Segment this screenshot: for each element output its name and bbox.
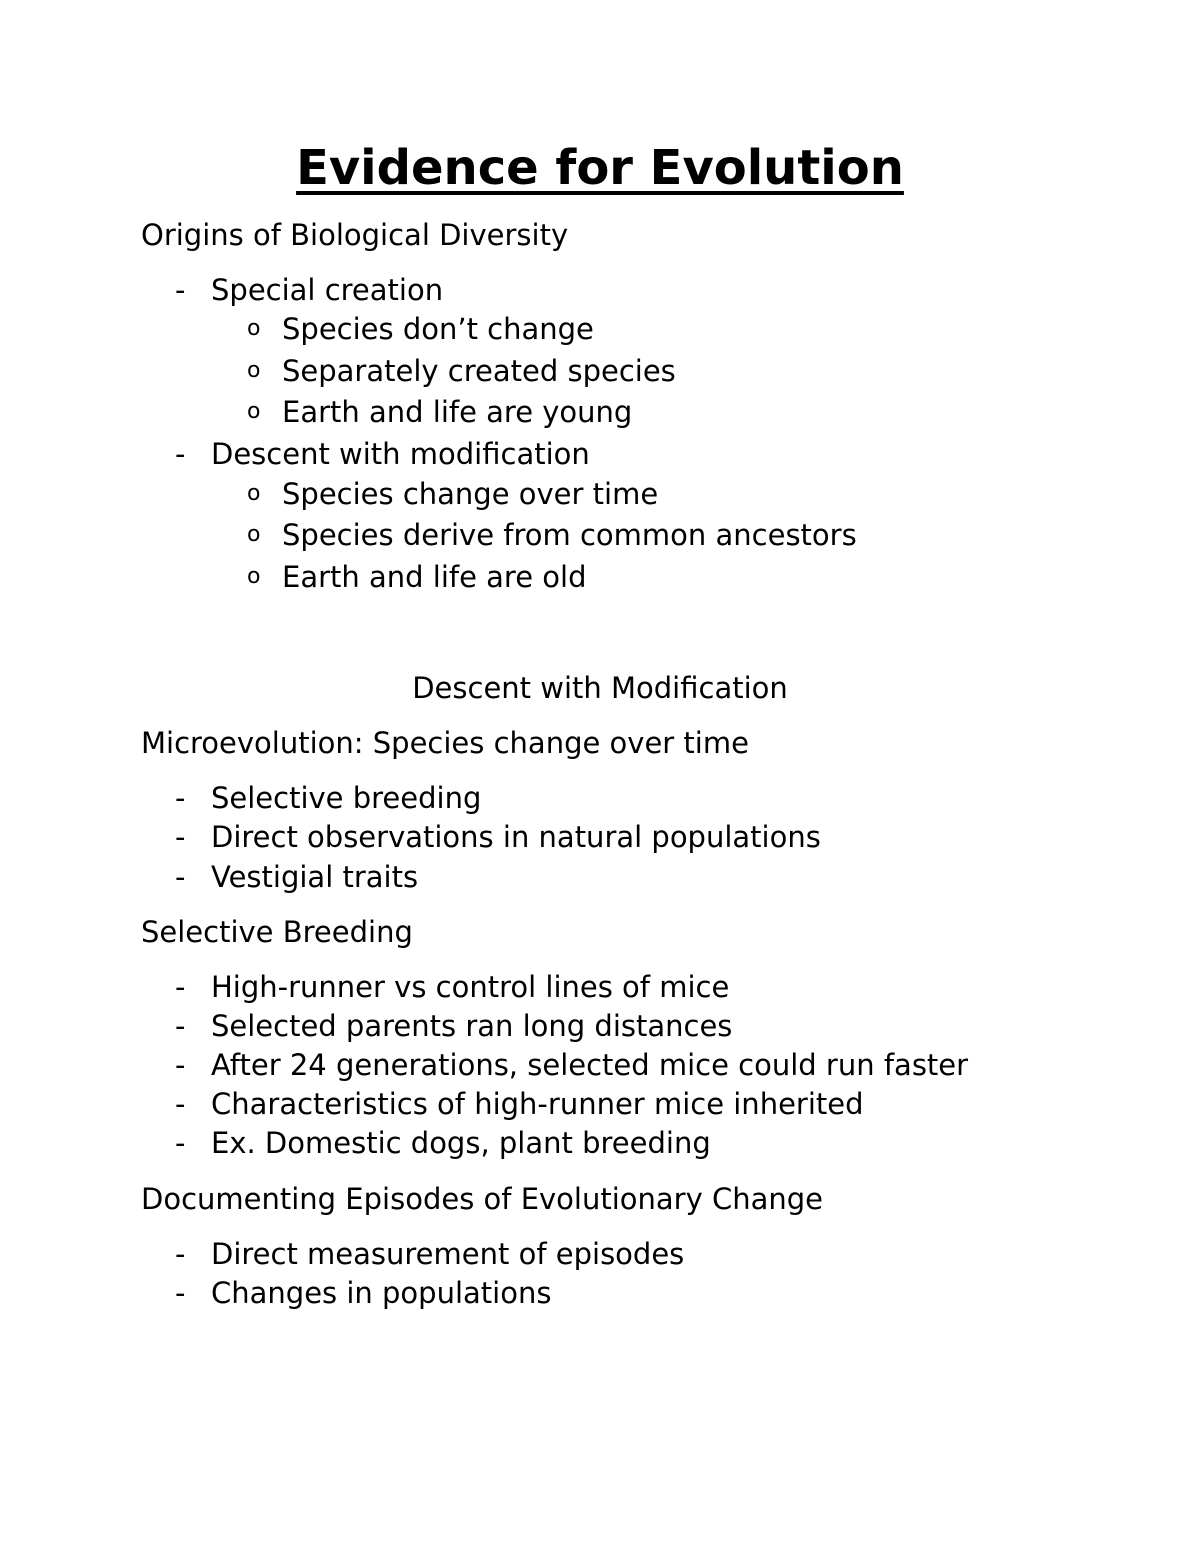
section-heading-selective-breeding: Selective Breeding (141, 915, 413, 949)
dash-bullet: - (175, 820, 186, 854)
circle-bullet: o (247, 399, 261, 424)
dash-bullet: - (175, 1087, 186, 1121)
circle-bullet: o (247, 481, 261, 506)
dash-bullet: - (175, 860, 186, 894)
list-item-text: Characteristics of high-runner mice inherited (211, 1087, 864, 1121)
section-heading-origins: Origins of Biological Diversity (141, 218, 569, 252)
sub-list-item-text: Species don’t change (282, 312, 594, 346)
dash-bullet: - (175, 1126, 186, 1160)
dash-bullet: - (175, 1276, 186, 1310)
sub-list-item-text: Species derive from common ancestors (282, 518, 857, 552)
dash-bullet: - (175, 1009, 186, 1043)
sub-list-item-text: Earth and life are young (282, 395, 633, 429)
dash-bullet: - (175, 781, 186, 815)
list-item-text: After 24 generations, selected mice could run faster (211, 1048, 969, 1082)
sub-list-item-text: Separately created species (282, 354, 676, 388)
dash-bullet: - (175, 970, 186, 1004)
list-item-text: Selective breeding (211, 781, 482, 815)
dash-bullet: - (175, 273, 186, 307)
list-item-text: High-runner vs control lines of mice (211, 970, 730, 1004)
sub-list-item-text: Species change over time (282, 477, 659, 511)
list-item-text: Direct measurement of episodes (211, 1237, 685, 1271)
list-item-text: Selected parents ran long distances (211, 1009, 733, 1043)
list-item-text: Ex. Domestic dogs, plant breeding (211, 1126, 711, 1160)
document-title: Evidence for Evolution (296, 140, 904, 196)
dash-bullet: - (175, 1048, 186, 1082)
list-item-text: Vestigial traits (211, 860, 419, 894)
center-heading-descent: Descent with Modification (412, 671, 788, 705)
list-item-text: Special creation (211, 273, 444, 307)
dash-bullet: - (175, 437, 186, 471)
list-item-text: Changes in populations (211, 1276, 552, 1310)
list-item-text: Direct observations in natural populations (211, 820, 821, 854)
circle-bullet: o (247, 522, 261, 547)
circle-bullet: o (247, 358, 261, 383)
section-heading-microevolution: Microevolution: Species change over time (141, 726, 749, 760)
list-item-text: Descent with modification (211, 437, 590, 471)
circle-bullet: o (247, 564, 261, 589)
sub-list-item-text: Earth and life are old (282, 560, 587, 594)
section-heading-documenting: Documenting Episodes of Evolutionary Change (141, 1182, 824, 1216)
dash-bullet: - (175, 1237, 186, 1271)
circle-bullet: o (247, 316, 261, 341)
